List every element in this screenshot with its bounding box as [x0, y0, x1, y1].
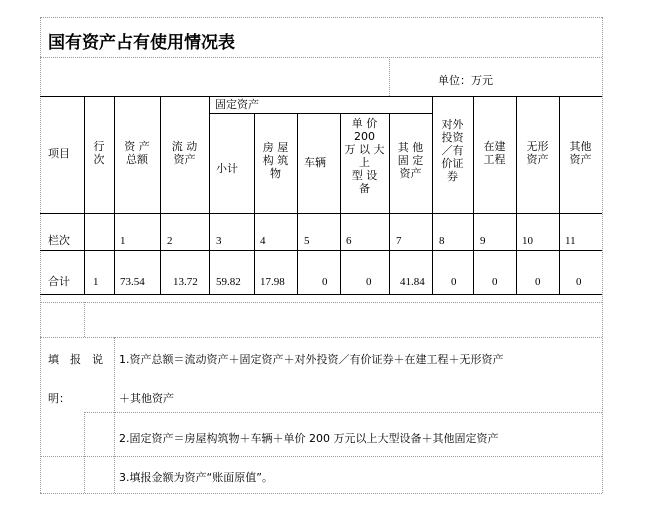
- table-cell: 3: [216, 235, 222, 247]
- notes-label-cont: 明：: [48, 392, 70, 405]
- table-cell: 0: [576, 276, 582, 288]
- table-cell: 73.54: [120, 276, 145, 288]
- row-label-column-index: 栏次: [48, 234, 70, 247]
- grid-line: [84, 412, 85, 493]
- table-border: [40, 213, 602, 214]
- grid-line: [602, 17, 603, 493]
- grid-line: [84, 302, 85, 337]
- table-cell: 2: [167, 235, 173, 247]
- header-construction: 在建 工程: [483, 140, 506, 166]
- grid-line: [40, 17, 602, 18]
- header-fixed-assets-group: 固定资产: [215, 98, 259, 111]
- header-total-assets: 资 产 总额: [124, 140, 150, 166]
- notes-label: 填 报 说: [48, 353, 103, 366]
- note-line-2: 2.固定资产＝房屋构筑物＋车辆＋单价 200 万元以上大型设备＋其他固定资产: [119, 432, 499, 445]
- grid-line: [40, 456, 602, 457]
- table-cell: 7: [396, 235, 402, 247]
- table-border: [516, 96, 517, 294]
- grid-line: [40, 337, 602, 338]
- table-cell: 0: [322, 276, 328, 288]
- grid-line: [114, 337, 115, 493]
- header-vehicles: 车辆: [304, 156, 326, 169]
- table-cell: 0: [366, 276, 372, 288]
- table-cell: 10: [522, 235, 533, 247]
- header-external-investment: 对外 投资 ／有 价证 券: [441, 118, 464, 183]
- table-cell: 59.82: [216, 276, 241, 288]
- table-border: [297, 113, 298, 294]
- table-border: [473, 96, 474, 294]
- table-cell: 9: [480, 235, 486, 247]
- table-cell: 1: [93, 276, 99, 288]
- note-line-3: 3.填报金额为资产“账面原值”。: [119, 471, 273, 484]
- table-border: [40, 250, 602, 251]
- table-cell: 17.98: [260, 276, 285, 288]
- row-label-total: 合计: [48, 275, 70, 288]
- table-cell: 0: [492, 276, 498, 288]
- header-other-assets: 其他 资产: [569, 140, 592, 166]
- grid-line: [84, 412, 602, 413]
- table-border: [40, 96, 602, 97]
- grid-line: [389, 57, 390, 96]
- grid-line: [40, 493, 602, 494]
- table-border: [559, 96, 560, 294]
- table-cell: 1: [120, 235, 126, 247]
- header-buildings: 房 屋 构 筑 物: [262, 141, 289, 180]
- header-item: 项目: [48, 147, 70, 160]
- header-large-equipment: 单 价 200 万 以 大 上 型 设 备: [344, 117, 385, 195]
- table-border: [40, 294, 602, 295]
- table-cell: 13.72: [173, 276, 198, 288]
- note-line-1-cont: ＋其他资产: [119, 392, 174, 405]
- table-cell: 0: [451, 276, 457, 288]
- grid-line: [40, 57, 602, 58]
- page-title: 国有资产占有使用情况表: [48, 33, 235, 53]
- header-intangible: 无形 资产: [526, 140, 549, 166]
- table-border: [84, 96, 85, 294]
- header-subtotal: 小计: [216, 162, 238, 175]
- table-cell: 4: [260, 235, 266, 247]
- table-cell: 6: [346, 235, 352, 247]
- header-current-assets: 流 动 资产: [171, 140, 198, 166]
- header-row-no: 行 次: [93, 140, 105, 166]
- grid-line: [40, 302, 602, 303]
- table-cell: 5: [304, 235, 310, 247]
- note-line-1: 1.资产总额＝流动资产＋固定资产＋对外投资／有价证券＋在建工程＋无形资产: [119, 353, 504, 366]
- table-border: [114, 96, 115, 294]
- table-cell: 8: [439, 235, 445, 247]
- table-cell: 41.84: [400, 276, 425, 288]
- table-cell: 11: [565, 235, 576, 247]
- header-other-fixed: 其 他 固 定 资产: [397, 141, 424, 180]
- table-border: [209, 113, 432, 114]
- grid-line: [40, 17, 41, 493]
- table-border: [160, 96, 161, 294]
- table-border: [209, 96, 210, 294]
- unit-label: 单位：万元: [438, 74, 493, 87]
- table-cell: 0: [535, 276, 541, 288]
